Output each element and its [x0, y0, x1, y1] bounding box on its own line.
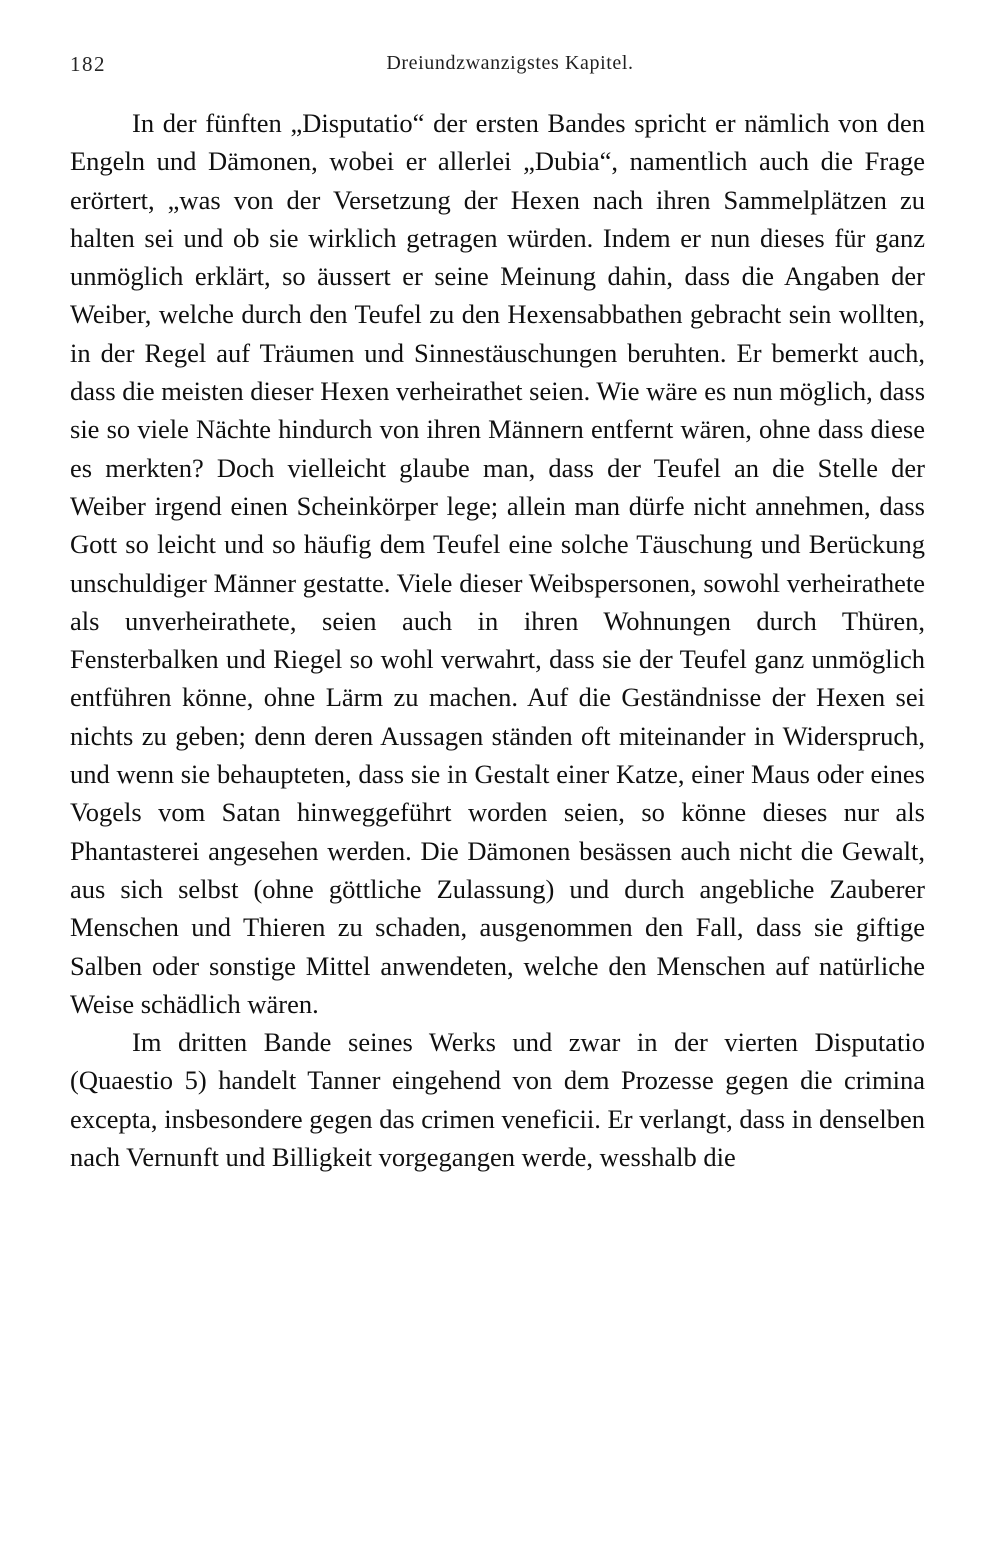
running-head — [70, 52, 930, 80]
paragraph: Im dritten Bande seines Werks und zwar in der vierten Disputatio (Quaestio 5) handelt Tanner eingehend von dem Prozesse gegen die crimina excepta, insbesondere gegen das crimen veneficii. Er verlangt, dass in denselben nach Vernunft und Billigkeit vorgegangen werde, wesshalb die — [70, 1027, 925, 1173]
page-body — [70, 104, 925, 1176]
chapter-title: Dreiundzwanzigstes Kapitel. — [386, 52, 634, 74]
page-number: 182 — [70, 52, 106, 76]
paragraph: In der fünften „Disputatio“ der ersten Bandes spricht er nämlich von den Engeln und Dämonen, wobei er allerlei „Dubia“, namentlich auch die Frage erörtert, „was von der Versetzung der Hexen nach ihren Sammelplätzen zu halten sei und ob sie wirklich getragen würden. Indem er nun dieses für ganz unmöglich erklärt, so äussert er seine Meinung dahin, dass die Angaben der Weiber, welche durch den Teufel zu den Hexensabbathen gebracht sein wollten, in der Regel auf Träumen und Sinnestäuschungen beruhten. Er bemerkt auch, dass die meisten dieser Hexen verheirathet seien. Wie wäre es nun möglich, dass sie so viele Nächte hindurch von ihren Männern entfernt wären, ohne dass diese es merkten? Doch vielleicht glaube man, dass der Teufel an die Stelle der Weiber irgend einen Scheinkörper lege; allein man dürfe nicht annehmen, dass Gott so leicht und so häufig dem Teufel eine solche Täuschung und Berückung unschuldiger Männer gestatte. Viele dieser Weibspersonen, sowohl verheirathete als unverheirathete, seien auch in ihren Wohnungen durch Thüren, Fensterbalken und Riegel so wohl verwahrt, dass sie der Teufel ganz unmöglich entführen könne, ohne Lärm zu machen. Auf die Geständnisse der Hexen sei nichts zu geben; denn deren Aussagen ständen oft miteinander in Widerspruch, und wenn sie behaupteten, dass sie in Gestalt einer Katze, einer Maus oder eines Vogels vom Satan hinweggeführt worden seien, so könne dieses nur als Phantasterei angesehen werden. Die Dämonen besässen auch nicht die Gewalt, aus sich selbst (ohne göttliche Zulassung) und durch angebliche Zauberer Menschen und Thieren zu schaden, ausgenommen den Fall, dass sie giftige Salben oder sonstige Mittel anwendeten, welche den Menschen auf natürliche Weise schädlich wären. — [70, 108, 926, 1019]
